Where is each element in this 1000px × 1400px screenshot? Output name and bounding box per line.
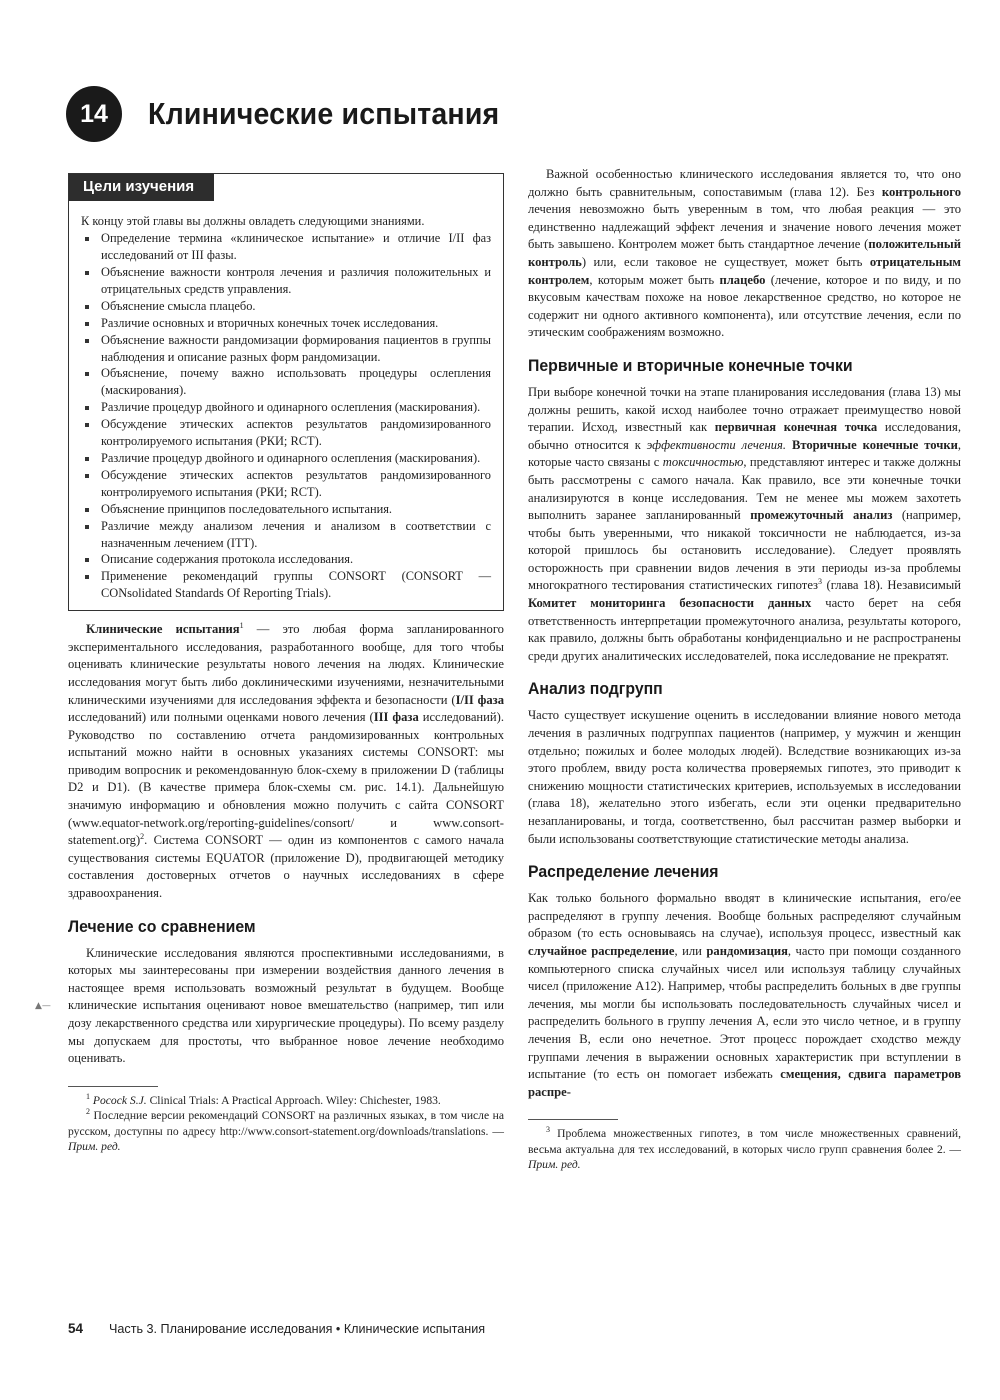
footnote-ref: 1 <box>239 620 244 630</box>
learning-goals-box <box>68 173 504 611</box>
goal-item: Объяснение смысла плацебо. <box>81 298 491 315</box>
goal-item: Определение термина «клиническое испытание» и отличие I/II фаз исследований от III фазы. <box>81 230 491 264</box>
learning-goals-title: Цели изучения <box>69 174 214 201</box>
goal-item: Обсуждение этических аспектов результатов рандомизированного контролируемого испытания (РКИ; RCT). <box>81 467 491 501</box>
intro-paragraph: Клинические испытания$^1$ — это любая форма запланированного экспериментального исследования, разработанного вообще, для того чтобы оценивать клинические результаты нового лечения на людях. Клинические исследования могут быть либо доклиническими изучениями, незначительными клиническими изучениями для исследования эффекта и безопасности (I/II фаза исследований) или полными оценками нового лечения (III фаза исследований). Руководство по составлению отчета рандомизированных контрольных испытаний можно найти в основных указаниях системы CONSORT: мы приводим вопросник и рекомендованную блок-схему в приложении D (таблицы D2 и D1). (В качестве примера блок-схемы см. рис. 14.1). Дальнейшую значимую информацию и обновления можно получить с сайта CONSORT (www.equator-network.org/reporting-guidelines/consort/ и www.consort-statement.org)$^2$. Система CONSORT — один из компонентов с самого начала существования системы EQUATOR (приложение D), продвигающей методику составления достоверных отчетов о научных исследованиях в сфере здравоохранения. <box>68 620 504 901</box>
goal-item: Различие процедур двойного и одинарного ослепления (маскирования). <box>81 450 491 467</box>
control-paragraph: Важной особенностью клинического исследования является то, что оно должно быть сравнительным, сопоставимым (глава 12). Без контрольного лечения невозможно быть уверенным в том, что любая реакция — это единственно надлежащий эффект лечения и значение нового лечения может быть завышено. Контролем может быть стандартное лечение (положительный контроль) или, если таковое не существует, может быть отрицательным контролем, которым может быть плацебо (лечение, которое и по виду, и по вкусовым качествам похоже на новое лекарственное средство, но которое не содержит ни одного активного компонента), или отсутствие лечения, если по этическим соображениям возможно. <box>528 167 961 340</box>
learning-goals-list <box>69 230 503 602</box>
footnote-ref: 2 <box>140 832 145 842</box>
footnote-ref: 3 <box>818 577 823 587</box>
goal-item: Обсуждение этических аспектов результатов рандомизированного контролируемого испытания (РКИ; RCT). <box>81 416 491 450</box>
chapter-title: Клинические испытания <box>148 96 500 131</box>
goal-item: Различие основных и вторичных конечных точек исследования. <box>81 315 491 332</box>
right-column <box>528 166 961 1173</box>
section-heading-endpoints: Первичные и вторичные конечные точки <box>528 355 853 375</box>
footnote-3: $^3$ Проблема множественных гипотез, в том числе множественных сравнений, весьма актуальна для тех исследований, в которых число групп сравнения более 2. — Прим. ред. <box>528 1125 961 1172</box>
footnote-divider <box>528 1119 618 1120</box>
chapter-header <box>66 86 530 142</box>
learning-goals-intro: К концу этой главы вы должны овладеть следующими знаниями. <box>81 213 425 228</box>
endpoints-paragraph: При выборе конечной точки на этапе планирования исследования (глава 13) мы должны решить, какой исход наиболее точно отражает преимущество новой терапии. Исход, известный как первичная конечная точка исследования, обычно относится к эффективности лечения. Вторичные конечные точки, которые часто связаны с токсичностью, представляют интерес и также должны быть рассмотрены с самого начала. Как правило, все эти конечные точки анализируются в конце исследования. Тем не менее мы можем захотеть выполнить заранее запланированный промежуточный анализ (например, чтобы быть уверенными, что никакой токсичности не наблюдается, из-за которой пришлось бы остановить исследование). Следует проявлять осторожность при сравнении видов лечения в эти периоды из-за проблемы многократного тестирования статистических гипотез$^3$ (глава 18). Независимый Комитет мониторинга безопасности данных часто берет на себя ответственность интерпретации промежуточного анализа, результаты которого, как правило, должны быть обработаны конфиденциально и не распространены среди других аналитических исследователей, пока исследование не прекратят. <box>528 384 962 663</box>
footnote-2: $^2$ Последние версии рекомендаций CONSORT на различных языках, в том числе на русском, доступны по адресу http://www.consort-statement.org/downloads/translations. — Прим. ред. <box>68 1107 504 1153</box>
goal-item: Различие между анализом лечения и анализом в соответствии с назначенным лечением (ITT). <box>81 518 491 552</box>
footnote-1: $^1$ Pocock S.J. Clinical Trials: A Practical Approach. Wiley: Chichester, 1983. <box>86 1091 441 1107</box>
running-footer-text: Часть 3. Планирование исследования • Клинические испытания <box>109 1322 486 1336</box>
goal-item: Объяснение, почему важно использовать процедуры ослепления (маскирования). <box>81 365 491 399</box>
goal-item: Объяснение важности контроля лечения и различия положительных и отрицательных средств управления. <box>81 264 491 298</box>
section-heading-treatment-comparison: Лечение со сравнением <box>68 916 256 936</box>
goal-item: Различие процедур двойного и одинарного ослепления (маскирования). <box>81 399 491 416</box>
left-column <box>68 173 504 1154</box>
page-number: 54 <box>68 1321 84 1336</box>
subgroups-paragraph: Часто существует искушение оценить в исследовании влияние нового метода лечения в различных подгруппах пациентов (например, у мужчин и женщин отдельно; пожилых и более молодых людей). Вследствие возникающих из-за этого проблем, ввиду роста количества проверяемых гипотез, это приводит к снижению мощности статистических критериев, используемых в исследовании (глава 18), желательно этого избегать, если эти оценки предварительно незапланированы, и тогда, соответственно, был рассчитан размер выборки и были использованы соответствующие статистические методы анализа. <box>528 708 961 846</box>
section-heading-allocation: Распределение лечения <box>528 862 719 882</box>
term-clinical-trials: Клинические испытания <box>86 622 240 637</box>
page-footer <box>68 1321 485 1336</box>
treatment-comparison-paragraph: Клинические исследования являются проспективными исследованиями, в которых мы заинтересованы при измерении воздействия данного лечения в настоящее время использовать возможный результат в будущем. Вообще клинические испытания оценивают новое вмешательство (например, тип или дозу лекарственного средства или хирургические процедуры). По всему разделу мы допускаем для простоты, что выбранное новое лечение необходимо оценивать. <box>68 945 504 1066</box>
goal-item: Объяснение важности рандомизации формирования пациентов в группы наблюдения и описание разных форм рандомизации. <box>81 332 491 366</box>
goal-item: Применение рекомендаций группы CONSORT (CONSORT — CONsolidated Standards Of Reporting Trials). <box>81 568 491 602</box>
margin-mark: ▲— <box>35 1001 51 1011</box>
goal-item: Описание содержания протокола исследования. <box>81 551 491 568</box>
chapter-number-badge: 14 <box>66 86 122 142</box>
allocation-paragraph: Как только больного формально вводят в клинические испытания, его/ее распределяют в группу лечения. Вообще больных распределяют случайным образом (то есть основываясь на случае), используя процесс, известный как случайное распределение, или рандомизация, часто при помощи созданного компьютерного списка случайных чисел или используя таблицу случайных чисел (приложение A12). Например, чтобы распределить больных в две группы лечения, мы могли бы использовать последовательность случайных чисел и распределить больного в группу лечения A, если это число четное, и в группу лечения B, если оно нечетное. Этот процесс порождает сходство между группами лечения в выражении основных характеристик при вступлении в испытание (то есть он помогает избежать смещения, сдвига параметров распре- <box>528 891 961 1099</box>
section-heading-subgroups: Анализ подгрупп <box>528 679 663 699</box>
footnote-divider <box>68 1086 158 1087</box>
goal-item: Объяснение принципов последовательного испытания. <box>81 501 491 518</box>
